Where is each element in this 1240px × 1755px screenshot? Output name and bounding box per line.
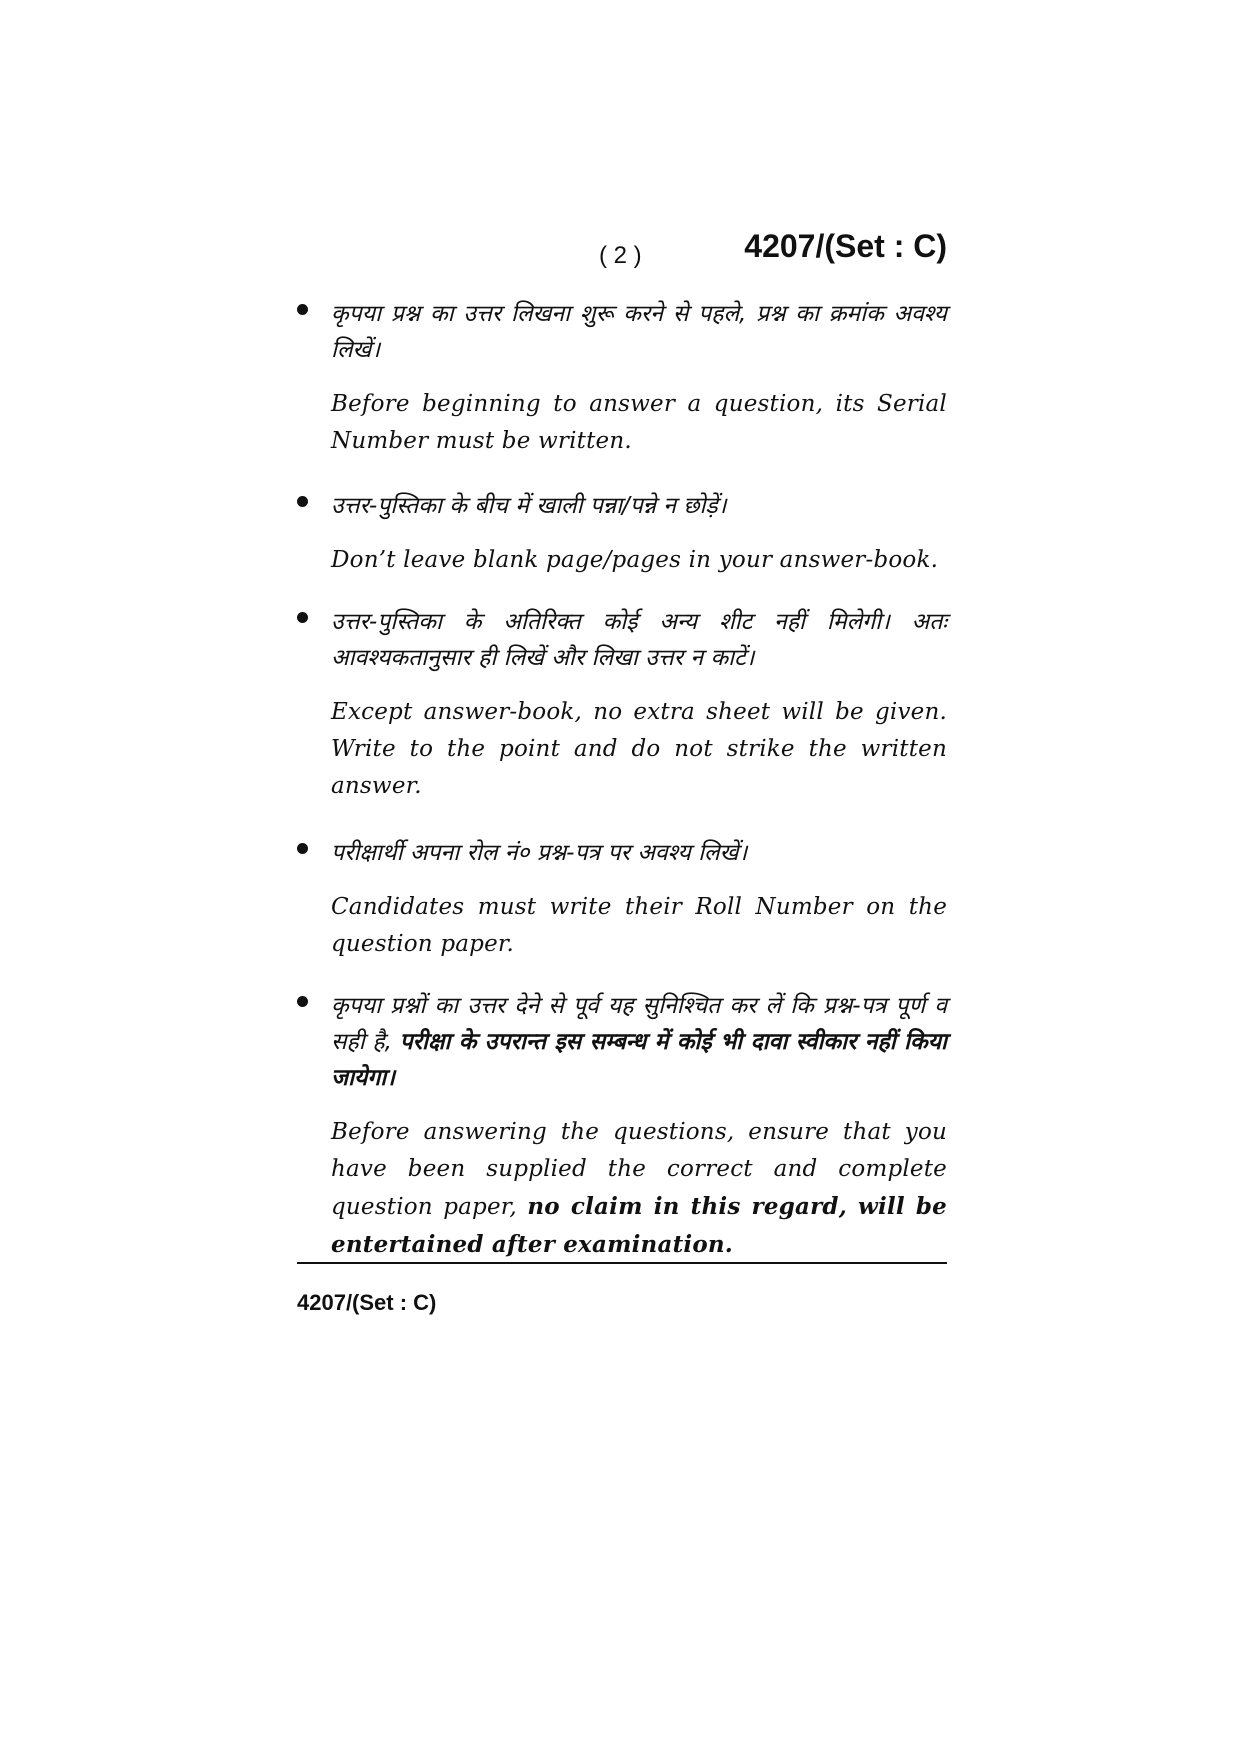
set-code-header: 4207/(Set : C) — [744, 228, 947, 264]
instruction-hindi: परीक्षार्थी अपना रोल नं० प्रश्न-पत्र पर अवश्य लिखें। — [331, 840, 748, 866]
instruction-hindi: उत्तर-पुस्तिका के बीच में खाली पन्ना/पन्ने न छोड़ें। — [331, 493, 727, 519]
instruction-hindi-bold: परीक्षा के उपरान्त इस सम्बन्ध में कोई भी दावा स्वीकार नहीं किया जायेगा। — [331, 1029, 947, 1091]
instruction-english: Don’t leave blank page/pages in your answer-book. — [331, 547, 939, 573]
page-number: ( 2 ) — [599, 242, 642, 269]
instruction-item — [297, 488, 947, 579]
bullet-icon — [297, 843, 308, 854]
bullet-icon — [297, 612, 308, 623]
instruction-item — [297, 604, 947, 805]
instruction-english: Except answer-book, no extra sheet will be given. Write to the point and do not strike the written answer. — [331, 699, 947, 799]
instruction-item — [297, 835, 947, 963]
bullet-icon — [297, 496, 308, 507]
instruction-item — [297, 296, 947, 460]
set-code-footer: 4207/(Set : C) — [297, 1290, 437, 1315]
instruction-english-bold: no claim in this regard, will be entertained after examination. — [331, 1193, 947, 1258]
instruction-english: Candidates must write their Roll Number on the question paper. — [331, 894, 947, 957]
instruction-hindi: कृपया प्रश्न का उत्तर लिखना शुरू करने से पहले, प्रश्न का क्रमांक अवश्य लिखें। — [331, 301, 947, 363]
instruction-hindi-regular: कृपया प्रश्नों का उत्तर देने से पूर्व यह सुनिश्चित कर लें कि प्रश्न-पत्र पूर्ण व सही है, — [331, 993, 947, 1055]
instruction-item — [297, 988, 947, 1264]
instruction-english: Before beginning to answer a question, its Serial Number must be written. — [331, 391, 947, 454]
footer-divider — [297, 1262, 947, 1264]
bullet-icon — [297, 304, 308, 315]
instruction-hindi: उत्तर-पुस्तिका के अतिरिक्त कोई अन्य शीट नहीं मिलेगी। अतः आवश्यकतानुसार ही लिखें और लिखा उत्तर न काटें। — [331, 609, 947, 671]
instruction-english — [331, 1114, 947, 1264]
instruction-hindi — [331, 988, 947, 1096]
bullet-icon — [297, 996, 308, 1007]
instruction-english-regular: Before answering the questions, ensure that you have been supplied the correct and complete question paper, — [331, 1119, 947, 1220]
page-header — [297, 228, 947, 278]
